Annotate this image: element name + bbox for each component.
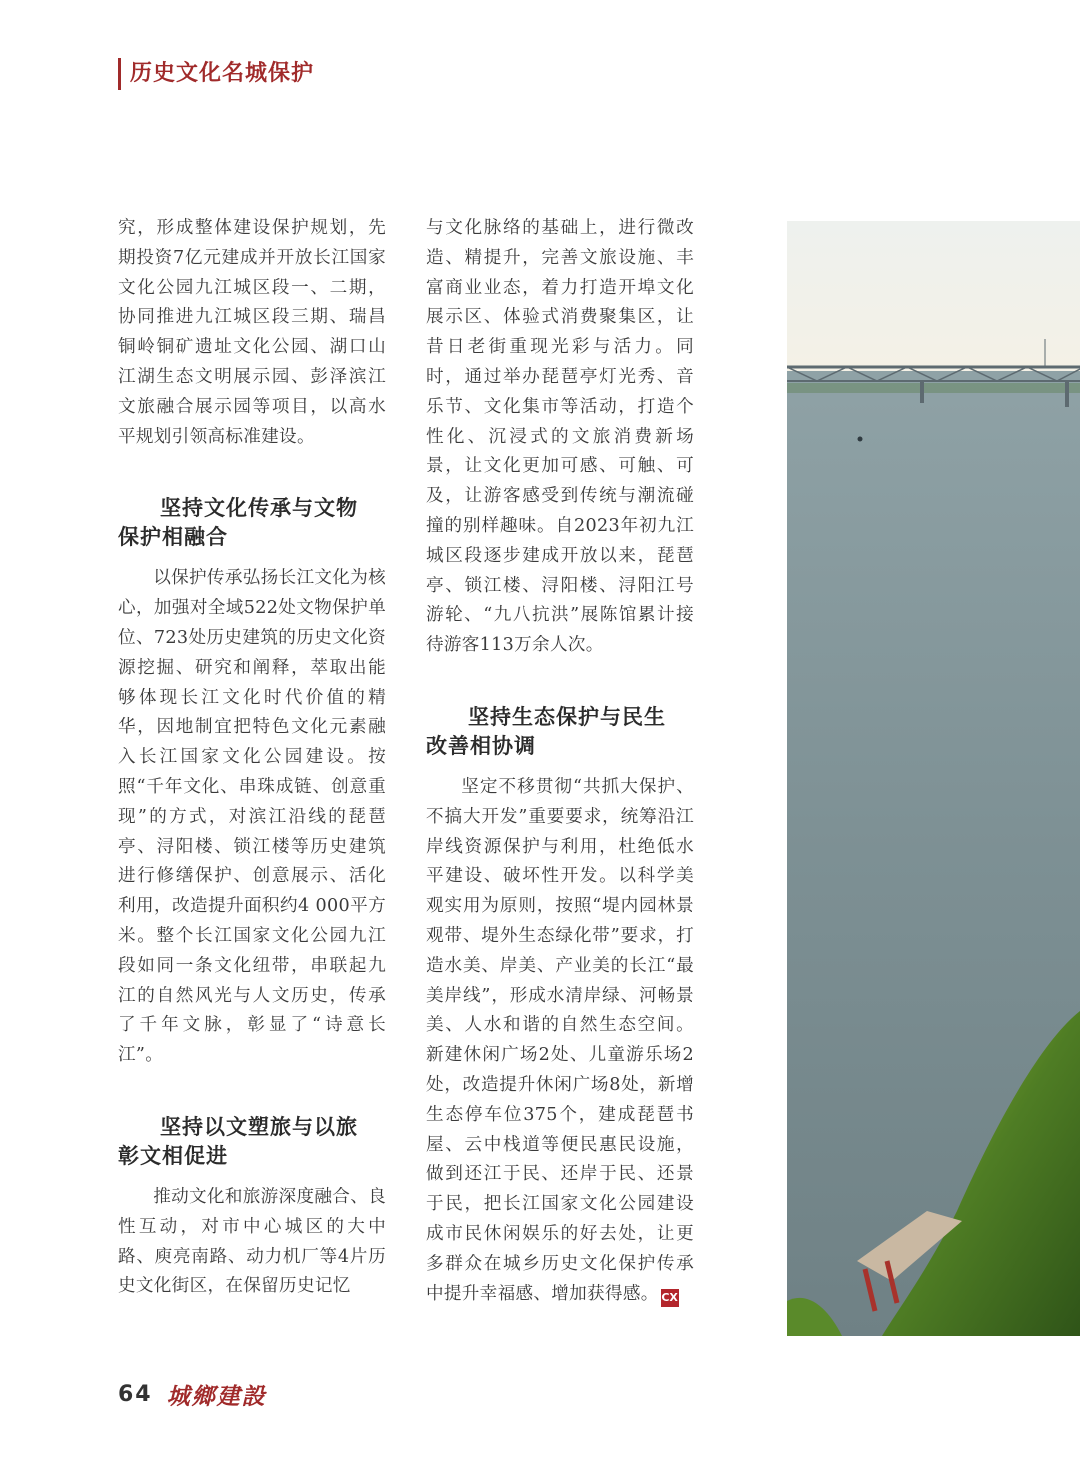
heading-line: 坚持以文塑旅与以旅	[160, 1114, 358, 1139]
paragraph: 究，形成整体建设保护规划，先期投资7亿元建成并开放长江国家文化公园九江城区段一、二期，协同推进九江城区段三期、瑞昌铜岭铜矿遗址文化公园、湖口山江湖生态文明展示园、彭泽滨江文旅融合展示园等项目，以高水平规划引领高标准建设。	[118, 218, 386, 447]
paragraph: 推动文化和旅游深度融合、良性互动，对市中心城区的大中路、庾亮南路、动力机厂等4片历史文化街区，在保留历史记忆	[118, 1186, 386, 1297]
heading-line: 坚持生态保护与民生	[468, 704, 666, 729]
end-mark-icon: CX	[661, 1289, 679, 1307]
paragraph	[426, 773, 694, 1309]
section-heading	[426, 703, 694, 761]
heading-line: 保护相融合	[118, 525, 228, 550]
text-column-left	[118, 214, 386, 1302]
heading-line: 彰文相促进	[118, 1143, 228, 1168]
river-bridge-photo	[787, 221, 1080, 1336]
heading-line: 坚持文化传承与文物	[160, 496, 358, 521]
section-heading	[118, 1113, 386, 1171]
section-title: 历史文化名城保护	[118, 58, 314, 90]
text-column-middle	[426, 214, 694, 1309]
paragraph-text: 坚定不移贯彻“共抓大保护、不搞大开发”重要要求，统筹沿江岸线资源保护与利用，杜绝低水平建设、破坏性开发。以科学美观实用为原则，按照“堤内园林景观带、堤外生态绿化带”要求，打造水美、岸美、产业美的长江“最美岸线”，形成水清岸绿、河畅景美、人水和谐的自然生态空间。新建休闲广场2处、儿童游乐场2处，改造提升休闲广场8处，新增生态停车位375个，建成琵琶书屋、云中栈道等便民惠民设施，做到还江于民、还岸于民、还景于民，把长江国家文化公园建设成市民休闲娱乐的好去处，让更多群众在城乡历史文化保护传承中提升幸福感、增加获得感。	[426, 776, 694, 1304]
heading-line: 改善相协调	[426, 733, 536, 758]
page-footer	[118, 1376, 267, 1412]
paragraph: 与文化脉络的基础上，进行微改造、精提升，完善文旅设施、丰富商业业态，着力打造开埠文化展示区、体验式消费聚集区，让昔日老街重现光彩与活力。同时，通过举办琵琶亭灯光秀、音乐节、文化集市等活动，打造个性化、沉浸式的文旅消费新场景，让文化更加可感、可触、可及，让游客感受到传统与潮流碰撞的别样趣味。自2023年初九江城区段逐步建成开放以来，琵琶亭、锁江楼、浔阳楼、浔阳江号游轮、“九八抗洪”展陈馆累计接待游客113万余人次。	[426, 218, 694, 656]
page-number: 64	[118, 1381, 153, 1407]
magazine-logo: 城鄉建設	[166, 1382, 267, 1410]
section-heading	[118, 494, 386, 552]
paragraph: 以保护传承弘扬长江文化为核心，加强对全域522处文物保护单位、723处历史建筑的历史文化资源挖掘、研究和阐释，萃取出能够体现长江文化时代价值的精华，因地制宜把特色文化元素融入长江国家文化公园建设。按照“千年文化、串珠成链、创意重现”的方式，对滨江沿线的琵琶亭、浔阳楼、锁江楼等历史建筑进行修缮保护、创意展示、活化利用，改造提升面积约4 000平方米。整个长江国家文化公园九江段如同一条文化纽带，串联起九江的自然风光与人文历史，传承了千年文脉，彰显了“诗意长江”。	[118, 568, 386, 1066]
